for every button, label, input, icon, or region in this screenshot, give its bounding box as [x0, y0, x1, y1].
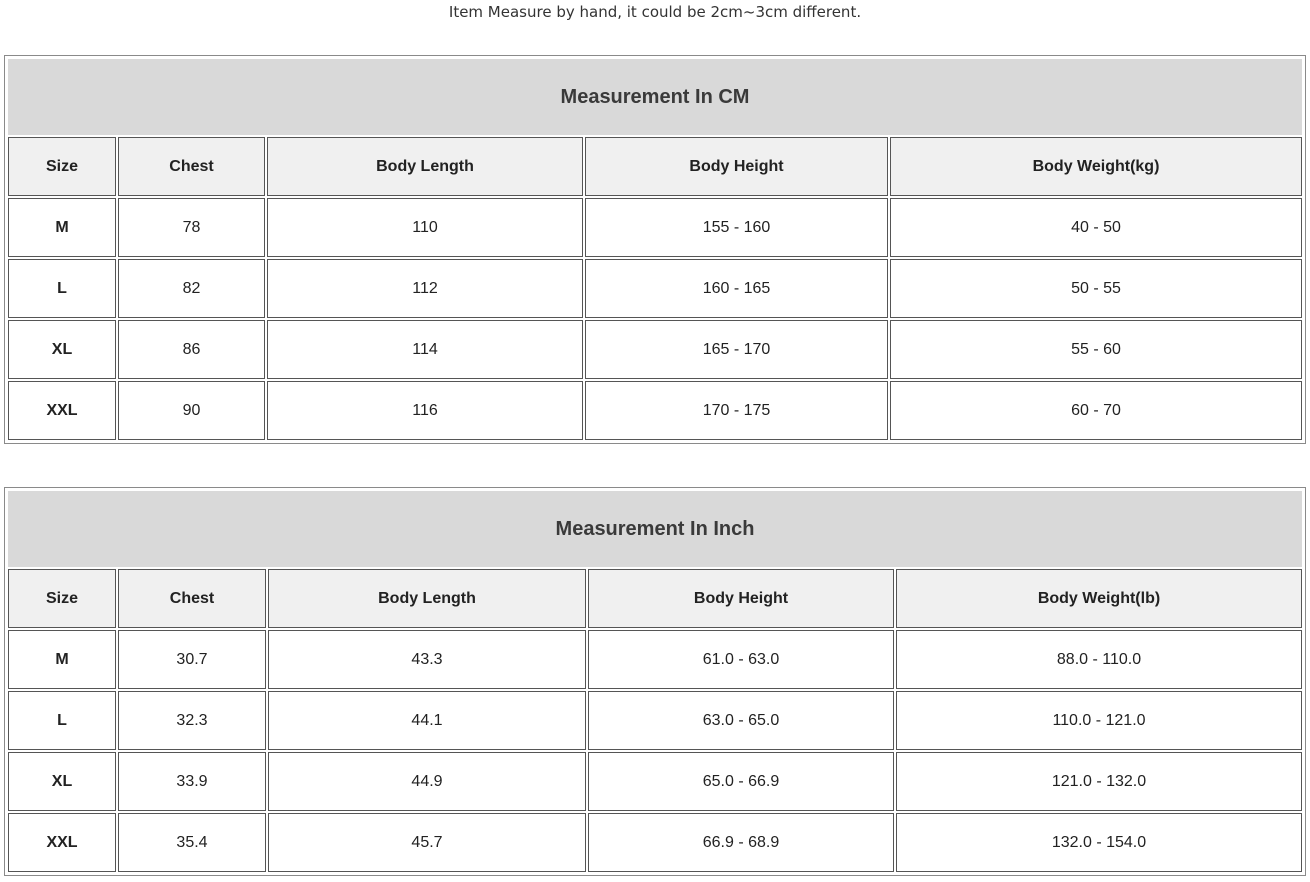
table-row [8, 259, 1302, 318]
chest-cell: 78 [118, 198, 265, 257]
body-height-cell: 63.0 - 65.0 [588, 691, 894, 750]
chest-cell: 33.9 [118, 752, 266, 811]
chest-cell: 90 [118, 381, 265, 440]
chest-cell: 32.3 [118, 691, 266, 750]
column-header-body-length: Body Length [268, 569, 586, 628]
column-header-chest: Chest [118, 137, 265, 196]
size-cell: L [8, 691, 116, 750]
body-length-cell: 45.7 [268, 813, 586, 872]
cm-size-table [6, 57, 1304, 442]
column-header-body-weight: Body Weight(kg) [890, 137, 1302, 196]
table-row [8, 630, 1302, 689]
body-weight-cell: 60 - 70 [890, 381, 1302, 440]
body-length-cell: 43.3 [268, 630, 586, 689]
column-header-chest: Chest [118, 569, 266, 628]
body-weight-cell: 40 - 50 [890, 198, 1302, 257]
body-weight-cell: 121.0 - 132.0 [896, 752, 1302, 811]
table-title: Measurement In CM [8, 59, 1302, 135]
body-length-cell: 116 [267, 381, 583, 440]
size-cell: XXL [8, 813, 116, 872]
table-title: Measurement In Inch [8, 491, 1302, 567]
table-row [8, 198, 1302, 257]
size-cell: XXL [8, 381, 116, 440]
chest-cell: 82 [118, 259, 265, 318]
body-length-cell: 110 [267, 198, 583, 257]
table-row [8, 320, 1302, 379]
inch-table-container [4, 487, 1306, 876]
chest-cell: 30.7 [118, 630, 266, 689]
table-row [8, 813, 1302, 872]
table-row [8, 752, 1302, 811]
cm-table-container [4, 55, 1306, 444]
body-height-cell: 65.0 - 66.9 [588, 752, 894, 811]
table-row [8, 381, 1302, 440]
body-weight-cell: 50 - 55 [890, 259, 1302, 318]
column-header-size: Size [8, 569, 116, 628]
column-header-body-weight: Body Weight(lb) [896, 569, 1302, 628]
body-height-cell: 66.9 - 68.9 [588, 813, 894, 872]
header-row [8, 569, 1302, 628]
size-cell: M [8, 630, 116, 689]
measurement-note: Item Measure by hand, it could be 2cm~3cm different. [448, 3, 862, 21]
column-header-body-height: Body Height [588, 569, 894, 628]
body-height-cell: 160 - 165 [585, 259, 888, 318]
inch-size-table [6, 489, 1304, 874]
body-height-cell: 61.0 - 63.0 [588, 630, 894, 689]
column-header-body-length: Body Length [267, 137, 583, 196]
table-row [8, 691, 1302, 750]
body-length-cell: 44.9 [268, 752, 586, 811]
body-length-cell: 114 [267, 320, 583, 379]
size-cell: XL [8, 320, 116, 379]
body-height-cell: 170 - 175 [585, 381, 888, 440]
chest-cell: 35.4 [118, 813, 266, 872]
body-length-cell: 44.1 [268, 691, 586, 750]
size-cell: XL [8, 752, 116, 811]
column-header-body-height: Body Height [585, 137, 888, 196]
body-weight-cell: 132.0 - 154.0 [896, 813, 1302, 872]
body-height-cell: 165 - 170 [585, 320, 888, 379]
body-weight-cell: 110.0 - 121.0 [896, 691, 1302, 750]
header-row [8, 137, 1302, 196]
body-weight-cell: 55 - 60 [890, 320, 1302, 379]
body-weight-cell: 88.0 - 110.0 [896, 630, 1302, 689]
body-height-cell: 155 - 160 [585, 198, 888, 257]
chest-cell: 86 [118, 320, 265, 379]
size-cell: M [8, 198, 116, 257]
size-cell: L [8, 259, 116, 318]
column-header-size: Size [8, 137, 116, 196]
body-length-cell: 112 [267, 259, 583, 318]
